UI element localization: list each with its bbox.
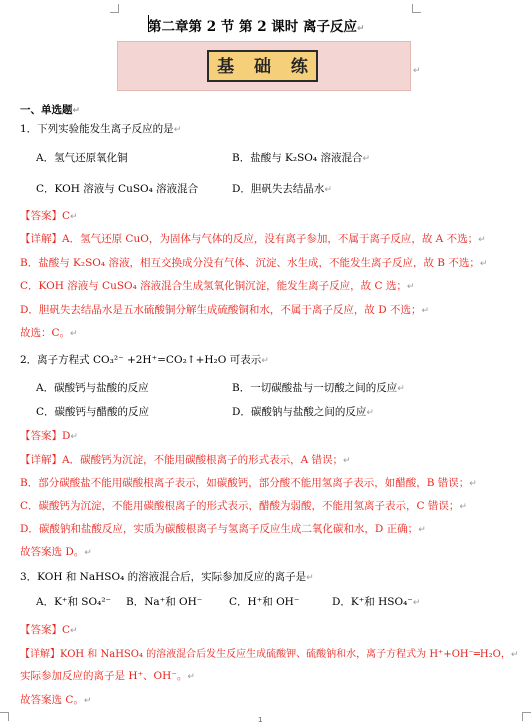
q1-option-b: B．盐酸与 K₂SO₄ 溶液混合↵ bbox=[232, 152, 371, 164]
q1-option-a: A．氢气还原氧化铜 bbox=[36, 152, 128, 164]
q1-explanation-c: C．KOH 溶液与 CuSO₄ 溶液混合生成氢氧化铜沉淀，能发生离子反应，故 C 选；↵ bbox=[20, 280, 415, 292]
q1-option-c: C．KOH 溶液与 CuSO₄ 溶液混合 bbox=[36, 183, 199, 195]
crop-mark-top-left bbox=[110, 4, 119, 13]
q1-explanation-a: 【详解】A．氢气还原 CuO，为固体与气体的反应，没有离子参加，不属于离子反应，故 A 不选；↵ bbox=[20, 233, 486, 245]
q1-option-d: D．胆矾失去结晶水↵ bbox=[232, 183, 332, 195]
section-title: 一、单选题↵ bbox=[20, 104, 81, 116]
q2-stem: 2．离子方程式 CO₃²⁻ +2H⁺=CO₂↑+H₂O 可表示↵ bbox=[20, 354, 269, 366]
document-title: 第二章第 2 节 第 2 课时 离子反应↵ bbox=[148, 19, 365, 35]
banner bbox=[117, 41, 411, 91]
q2-option-c: C．碳酸钙与醋酸的反应 bbox=[36, 406, 150, 418]
q3-option-d: D．K⁺和 HSO₄⁻↵ bbox=[332, 596, 421, 608]
q1-answer: 【答案】C↵ bbox=[20, 210, 78, 222]
q2-explanation-d: D．碳酸钠和盐酸反应，实质为碳酸根离子与氢离子反应生成二氧化碳和水，D 正确；↵ bbox=[20, 523, 426, 535]
q3-stem: 3．KOH 和 NaHSO₄ 的溶液混合后，实际参加反应的离子是↵ bbox=[20, 571, 314, 583]
q3-conclusion: 故答案选 C。↵ bbox=[20, 694, 92, 706]
page-number: 1 bbox=[258, 716, 263, 724]
q1-stem: 1．下列实验能发生离子反应的是↵ bbox=[20, 123, 182, 135]
q2-conclusion: 故答案选 D。↵ bbox=[20, 546, 92, 558]
q2-explanation-b: B．部分碳酸盐不能用碳酸根离子表示，如碳酸钙，部分酸不能用氢离子表示，如醋酸，B 错误；↵ bbox=[20, 477, 477, 489]
q2-option-b: B．一切碳酸盐与一切酸之间的反应↵ bbox=[232, 382, 405, 394]
q2-option-a: A．碳酸钙与盐酸的反应 bbox=[36, 382, 149, 394]
q3-answer: 【答案】C↵ bbox=[20, 624, 78, 636]
crop-mark-bottom-right bbox=[522, 712, 531, 721]
paragraph-mark: ↵ bbox=[413, 66, 421, 76]
q3-explanation-line1: 【详解】KOH 和 NaHSO₄ 的溶液混合后发生反应生成硫酸钾、硫酸钠和水，离子方程式为 H⁺+OH⁻═H₂O，↵ bbox=[20, 649, 519, 660]
q3-option-c: C．H⁺和 OH⁻ bbox=[229, 596, 300, 608]
q1-explanation-d: D．胆矾失去结晶水是五水硫酸铜分解生成硫酸铜和水，不属于离子反应，故 D 不选；↵ bbox=[20, 304, 430, 316]
q3-option-a: A．K⁺和 SO₄²⁻ bbox=[36, 596, 112, 608]
q1-explanation-b: B．盐酸与 K₂SO₄ 溶液，相互交换成分没有气体、沉淀、水生成，不能发生离子反应，故 B 不选；↵ bbox=[20, 257, 488, 269]
crop-mark-top-right bbox=[412, 4, 421, 13]
q2-explanation-c: C．碳酸钙为沉淀，不能用碳酸根离子的形式表示，醋酸为弱酸，不能用氢离子表示，C 错误；↵ bbox=[20, 500, 467, 512]
q2-option-d: D．碳酸钠与盐酸之间的反应↵ bbox=[232, 406, 374, 418]
crop-mark-bottom-left bbox=[0, 712, 9, 721]
banner-label: 基 础 练 bbox=[207, 50, 318, 82]
q2-explanation-a: 【详解】A．碳酸钙为沉淀，不能用碳酸根离子的形式表示，A 错误；↵ bbox=[20, 454, 351, 466]
q3-option-b: B．Na⁺和 OH⁻ bbox=[126, 596, 203, 608]
q2-answer: 【答案】D↵ bbox=[20, 430, 78, 442]
q3-explanation-line2: 实际参加反应的离子是 H⁺、OH⁻。↵ bbox=[20, 670, 195, 682]
q1-conclusion: 故选：C。↵ bbox=[20, 327, 78, 339]
